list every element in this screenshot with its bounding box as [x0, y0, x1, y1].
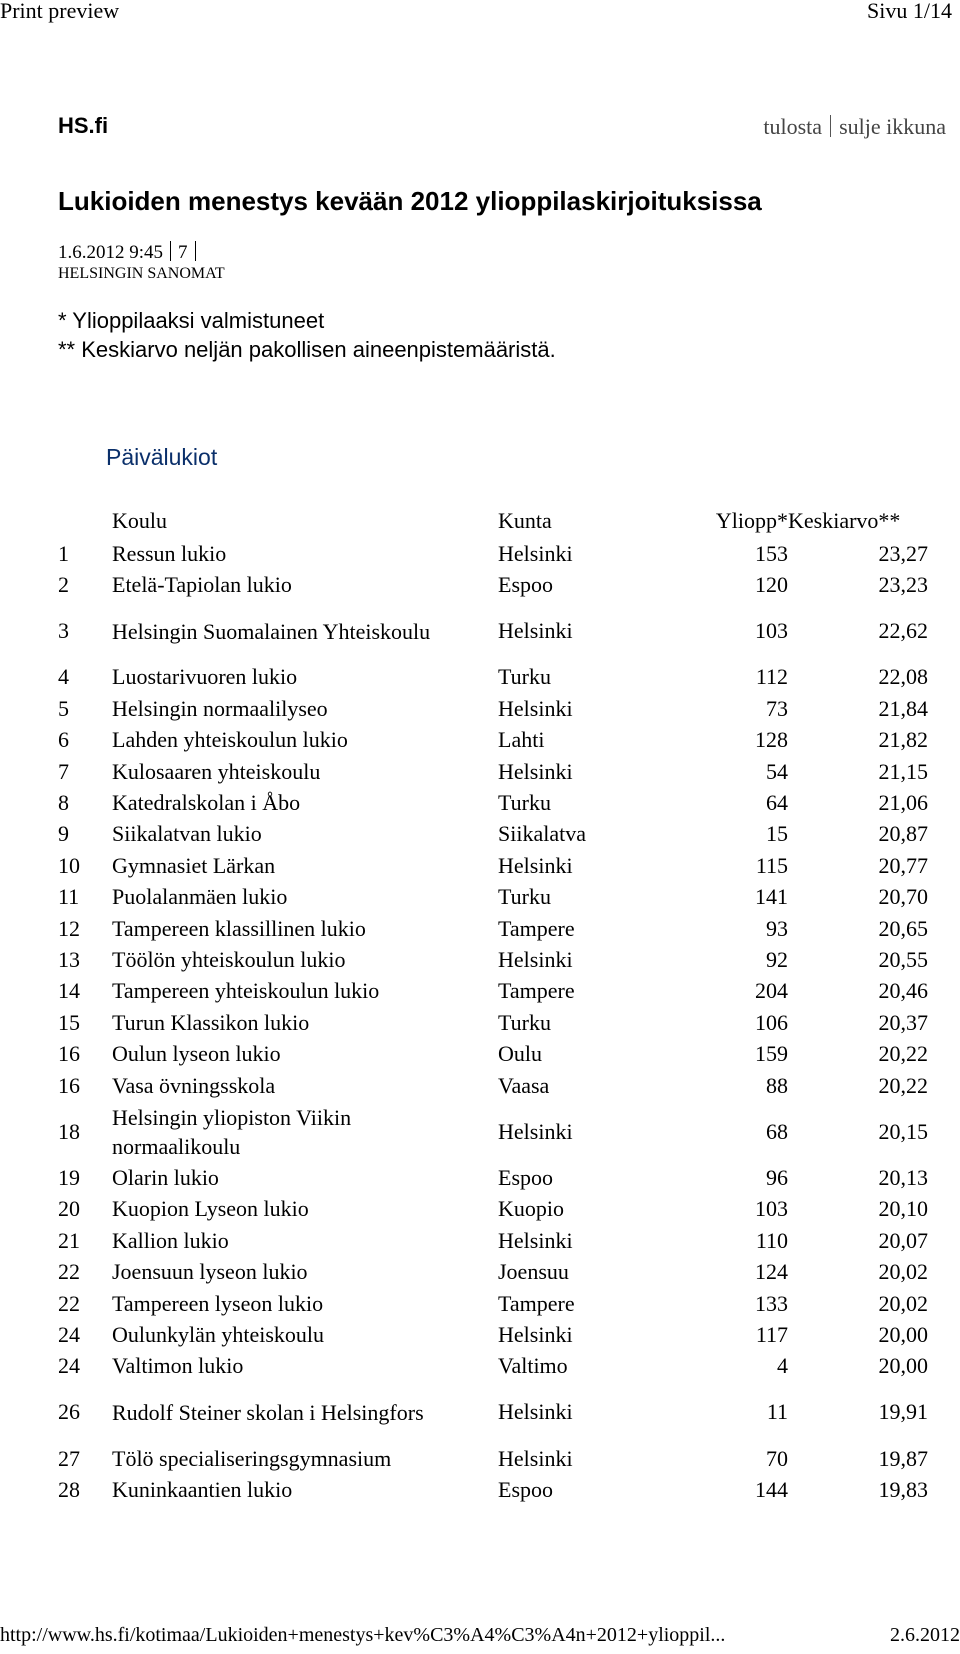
cell-town: Joensuu: [498, 1259, 569, 1285]
cell-town: Turku: [498, 790, 551, 816]
cell-rank: 6: [58, 727, 69, 753]
school-name: Kuopion Lyseon lukio: [112, 1196, 309, 1222]
cell-average: 20,46: [878, 978, 928, 1004]
cell-rank: 2: [58, 572, 69, 598]
cell-school: [112, 1070, 498, 1101]
cell-average: 20,15: [878, 1118, 928, 1144]
cell-rank: 16: [58, 1041, 80, 1067]
cell-graduates: 103: [755, 618, 788, 644]
cell-graduates: 141: [755, 884, 788, 910]
header-average: Keskiarvo**: [788, 508, 901, 533]
cell-town: Tampere: [498, 1290, 575, 1316]
cell-town: Helsinki: [498, 695, 573, 721]
header-town: Kunta: [498, 508, 552, 533]
cell-town: Espoo: [498, 572, 553, 598]
header-rank: [52, 504, 112, 538]
cell-graduates: 117: [755, 1321, 788, 1347]
cell-graduates: 120: [755, 572, 788, 598]
cell-school: [112, 601, 498, 662]
cell-average: 20,77: [878, 852, 928, 878]
footnote-average: ** Keskiarvo neljän pakollisen aineenpistemääristä.: [58, 337, 556, 362]
cell-rank: 4: [58, 664, 69, 690]
cell-average: 20,70: [878, 884, 928, 910]
cell-graduates: 115: [755, 852, 788, 878]
cell-school: [112, 1382, 498, 1443]
school-name: Puolalanmäen lukio: [112, 884, 288, 910]
cell-rank: 9: [58, 821, 69, 847]
results-table: [52, 504, 928, 1506]
school-name: Rudolf Steiner skolan i Helsingfors: [112, 1399, 424, 1425]
school-name: Turun Klassikon lukio: [112, 1009, 310, 1035]
cell-rank: 22: [58, 1290, 80, 1316]
cell-graduates: 70: [766, 1445, 788, 1471]
school-name: Katedralskolan i Åbo: [112, 790, 301, 816]
comment-count[interactable]: 7: [178, 242, 188, 263]
table-row: [52, 725, 928, 756]
cell-town: Turku: [498, 664, 551, 690]
school-name: Tampereen klassillinen lukio: [112, 915, 366, 941]
school-name: Helsingin yliopiston Viikin normaalikoulu: [112, 1104, 352, 1159]
table-row: [52, 538, 928, 569]
page-indicator: Sivu 1/14: [867, 0, 952, 23]
cell-rank: 12: [58, 915, 80, 941]
cell-school: [112, 787, 498, 818]
school-name: Helsingin Suomalainen Yhteiskoulu: [112, 618, 431, 644]
cell-graduates: 88: [766, 1072, 788, 1098]
table-row: [52, 1443, 928, 1474]
cell-school: [112, 850, 498, 881]
table-row: [52, 1070, 928, 1101]
table-row: [52, 1038, 928, 1069]
cell-rank: 1: [58, 540, 69, 566]
cell-average: 22,62: [878, 618, 928, 644]
cell-school: [112, 819, 498, 850]
cell-town: Turku: [498, 1009, 551, 1035]
cell-average: 20,13: [878, 1164, 928, 1190]
school-name: Vasa övningsskola: [112, 1072, 276, 1098]
meta-divider: [195, 241, 196, 261]
cell-town: Tampere: [498, 915, 575, 941]
cell-graduates: 144: [755, 1477, 788, 1503]
print-link[interactable]: tulosta: [763, 114, 823, 139]
school-name: Oulun lyseon lukio: [112, 1041, 281, 1067]
close-window-link[interactable]: sulje ikkuna: [839, 114, 946, 139]
cell-rank: 15: [58, 1009, 80, 1035]
cell-school: [112, 569, 498, 600]
cell-rank: 19: [58, 1164, 80, 1190]
table-row: [52, 787, 928, 818]
cell-town: Vaasa: [498, 1072, 550, 1098]
cell-school: [112, 1225, 498, 1256]
cell-graduates: 128: [755, 727, 788, 753]
cell-rank: 14: [58, 978, 80, 1004]
cell-average: 20,65: [878, 915, 928, 941]
cell-town: Helsinki: [498, 1227, 573, 1253]
cell-average: 20,02: [878, 1290, 928, 1316]
cell-school: [112, 1256, 498, 1287]
cell-average: 21,06: [878, 790, 928, 816]
cell-rank: 16: [58, 1072, 80, 1098]
cell-graduates: 153: [755, 540, 788, 566]
cell-rank: 10: [58, 852, 80, 878]
school-name: Töölön yhteiskoulun lukio: [112, 946, 346, 972]
table-row: [52, 662, 928, 693]
cell-school: [112, 1443, 498, 1474]
cell-rank: 22: [58, 1259, 80, 1285]
cell-rank: 26: [58, 1399, 80, 1425]
cell-rank: 18: [58, 1118, 80, 1144]
cell-average: 20,22: [878, 1072, 928, 1098]
cell-school: [112, 1101, 498, 1162]
table-row: [52, 1007, 928, 1038]
cell-graduates: 64: [766, 790, 788, 816]
table-row: [52, 693, 928, 724]
cell-graduates: 112: [755, 664, 788, 690]
cell-average: 20,37: [878, 1009, 928, 1035]
cell-graduates: 92: [766, 946, 788, 972]
table-row: [52, 569, 928, 600]
cell-town: Tampere: [498, 978, 575, 1004]
cell-town: Helsinki: [498, 946, 573, 972]
cell-average: 20,55: [878, 946, 928, 972]
school-name: Lahden yhteiskoulun lukio: [112, 727, 348, 753]
footnote-graduates: * Ylioppilaaksi valmistuneet: [58, 308, 325, 333]
school-name: Oulunkylän yhteiskoulu: [112, 1321, 325, 1347]
table-row: [52, 1351, 928, 1382]
table-header-row: [52, 504, 928, 538]
table-row: [52, 944, 928, 975]
print-footer-url: http://www.hs.fi/kotimaa/Lukioiden+menestys+kev%C3%A4%C3%A4n+2012+ylioppil...: [0, 1624, 726, 1646]
cell-town: Helsinki: [498, 852, 573, 878]
cell-school: [112, 944, 498, 975]
cell-school: [112, 1194, 498, 1225]
cell-average: 20,02: [878, 1259, 928, 1285]
school-name: Luostarivuoren lukio: [112, 664, 298, 690]
school-name: Kallion lukio: [112, 1227, 229, 1253]
school-name: Gymnasiet Lärkan: [112, 852, 276, 878]
cell-school: [112, 538, 498, 569]
meta-divider: [170, 241, 171, 261]
cell-average: 19,83: [878, 1477, 928, 1503]
cell-town: Lahti: [498, 727, 545, 753]
cell-graduates: 11: [766, 1399, 788, 1425]
cell-average: 21,15: [878, 758, 928, 784]
cell-town: Helsinki: [498, 1118, 573, 1144]
header-graduates: Yliopp*: [715, 508, 788, 533]
cell-town: Valtimo: [498, 1353, 568, 1379]
table-row: [52, 882, 928, 913]
table-row: [52, 756, 928, 787]
table-row: [52, 819, 928, 850]
cell-school: [112, 756, 498, 787]
school-name: Joensuun lyseon lukio: [112, 1259, 308, 1285]
cell-town: Helsinki: [498, 618, 573, 644]
table-row: [52, 913, 928, 944]
site-logo[interactable]: HS.fi: [58, 113, 109, 138]
cell-school: [112, 913, 498, 944]
cell-rank: 5: [58, 695, 69, 721]
cell-average: 20,22: [878, 1041, 928, 1067]
table-row: [52, 1225, 928, 1256]
cell-school: [112, 662, 498, 693]
header-school: Koulu: [112, 508, 167, 533]
school-name: Siikalatvan lukio: [112, 821, 262, 847]
cell-graduates: 103: [755, 1196, 788, 1222]
cell-rank: 13: [58, 946, 80, 972]
cell-average: 19,87: [878, 1445, 928, 1471]
school-name: Tampereen yhteiskoulun lukio: [112, 978, 380, 1004]
link-divider: [830, 115, 831, 137]
cell-rank: 3: [58, 618, 69, 644]
cell-average: 20,00: [878, 1353, 928, 1379]
cell-town: Helsinki: [498, 1321, 573, 1347]
table-row: [52, 1162, 928, 1193]
cell-graduates: 110: [755, 1227, 788, 1253]
cell-town: Helsinki: [498, 1445, 573, 1471]
article-meta: [58, 241, 203, 264]
cell-graduates: 93: [766, 915, 788, 941]
cell-school: [112, 1162, 498, 1193]
cell-graduates: 124: [755, 1259, 788, 1285]
cell-graduates: 68: [766, 1118, 788, 1144]
cell-rank: 24: [58, 1353, 80, 1379]
cell-average: 21,82: [878, 727, 928, 753]
cell-school: [112, 1351, 498, 1382]
cell-graduates: 204: [755, 978, 788, 1004]
cell-average: 20,00: [878, 1321, 928, 1347]
article-date: 1.6.2012 9:45: [58, 242, 164, 263]
cell-average: 20,87: [878, 821, 928, 847]
cell-rank: 24: [58, 1321, 80, 1347]
cell-rank: 7: [58, 758, 69, 784]
cell-town: Espoo: [498, 1164, 553, 1190]
cell-school: [112, 976, 498, 1007]
article-source: HELSINGIN SANOMAT: [58, 265, 225, 282]
cell-average: 23,27: [878, 540, 928, 566]
cell-town: Helsinki: [498, 1399, 573, 1425]
school-name: Etelä-Tapiolan lukio: [112, 572, 292, 598]
cell-town: Helsinki: [498, 758, 573, 784]
cell-school: [112, 1319, 498, 1350]
school-name: Valtimon lukio: [112, 1353, 244, 1379]
cell-average: 20,10: [878, 1196, 928, 1222]
article-title: Lukioiden menestys kevään 2012 ylioppilaskirjoituksissa: [58, 186, 762, 216]
table-row: [52, 1194, 928, 1225]
table-row: [52, 1288, 928, 1319]
school-name: Kuninkaantien lukio: [112, 1477, 293, 1503]
school-name: Tölö specialiseringsgymnasium: [112, 1445, 392, 1471]
cell-town: Oulu: [498, 1041, 542, 1067]
section-title: Päivälukiot: [106, 444, 218, 470]
cell-average: 19,91: [878, 1399, 928, 1425]
cell-graduates: 4: [777, 1353, 788, 1379]
cell-graduates: 54: [766, 758, 788, 784]
cell-rank: 8: [58, 790, 69, 816]
cell-school: [112, 725, 498, 756]
cell-average: 21,84: [878, 695, 928, 721]
cell-average: 20,07: [878, 1227, 928, 1253]
school-name: Helsingin normaalilyseo: [112, 695, 328, 721]
cell-rank: 28: [58, 1477, 80, 1503]
cell-average: 23,23: [878, 572, 928, 598]
cell-town: Kuopio: [498, 1196, 564, 1222]
cell-graduates: 159: [755, 1041, 788, 1067]
cell-graduates: 15: [766, 821, 788, 847]
cell-rank: 11: [58, 884, 80, 910]
cell-graduates: 133: [755, 1290, 788, 1316]
cell-school: [112, 1474, 498, 1505]
cell-rank: 20: [58, 1196, 80, 1222]
cell-rank: 27: [58, 1445, 80, 1471]
cell-school: [112, 882, 498, 913]
table-row: [52, 1101, 928, 1162]
cell-rank: 21: [58, 1227, 80, 1253]
cell-school: [112, 1038, 498, 1069]
cell-school: [112, 693, 498, 724]
cell-town: Helsinki: [498, 540, 573, 566]
table-row: [52, 1382, 928, 1443]
cell-town: Siikalatva: [498, 821, 586, 847]
table-row: [52, 1319, 928, 1350]
print-actions: [763, 114, 946, 140]
cell-town: Turku: [498, 884, 551, 910]
cell-town: Espoo: [498, 1477, 553, 1503]
table-row: [52, 850, 928, 881]
cell-school: [112, 1007, 498, 1038]
cell-graduates: 106: [755, 1009, 788, 1035]
school-name: Tampereen lyseon lukio: [112, 1290, 324, 1316]
cell-graduates: 96: [766, 1164, 788, 1190]
print-preview-label: Print preview: [0, 0, 120, 23]
school-name: Olarin lukio: [112, 1164, 219, 1190]
table-row: [52, 601, 928, 662]
print-footer-date: 2.6.2012: [890, 1624, 960, 1646]
table-row: [52, 1474, 928, 1505]
school-name: Kulosaaren yhteiskoulu: [112, 758, 321, 784]
school-name: Ressun lukio: [112, 540, 227, 566]
cell-graduates: 73: [766, 695, 788, 721]
cell-school: [112, 1288, 498, 1319]
table-row: [52, 1256, 928, 1287]
table-row: [52, 976, 928, 1007]
cell-average: 22,08: [878, 664, 928, 690]
